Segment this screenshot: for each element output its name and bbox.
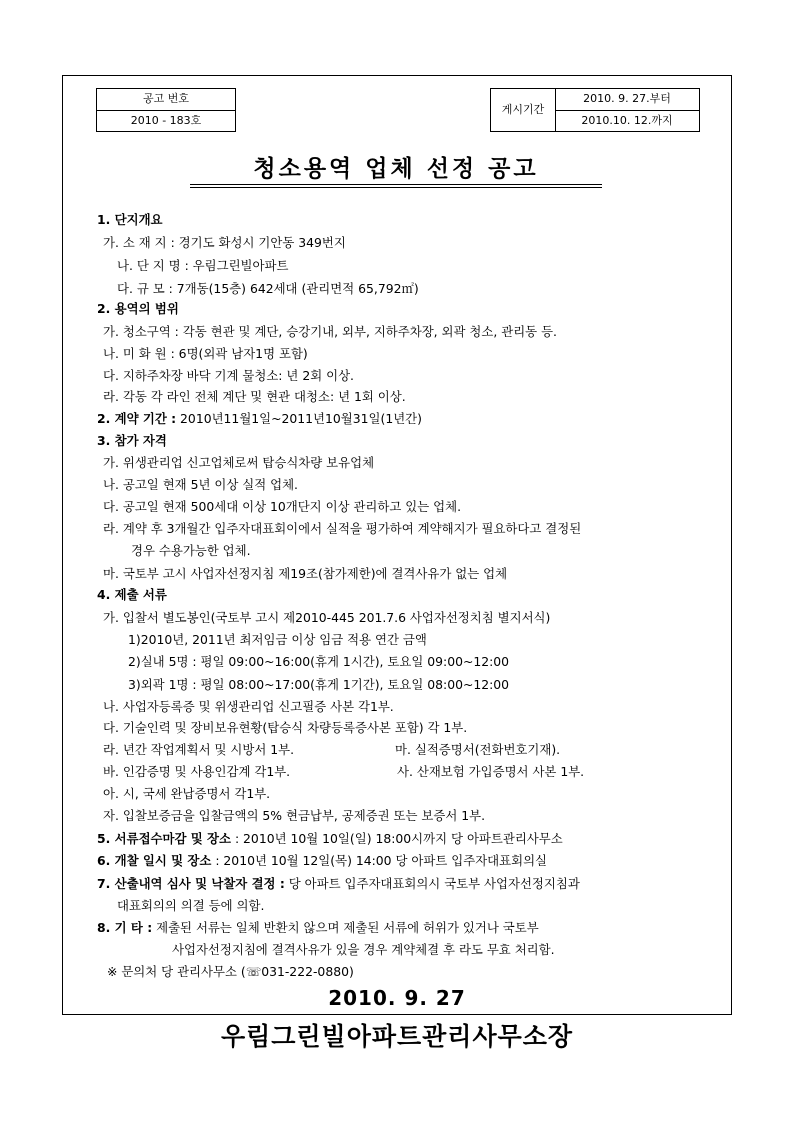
list-item: 가. 위생관리업 신고업체로써 탑승식차량 보유업체 bbox=[103, 455, 375, 470]
list-item: 라. 년간 작업계획서 및 시방서 1부. bbox=[103, 742, 295, 757]
sub-item: 1)2010년, 2011년 최저임금 이상 임금 적용 연간 금액 bbox=[128, 632, 427, 647]
list-item: 아. 시, 국세 완납증명서 각1부. bbox=[103, 786, 271, 801]
posting-period-label: 게시기간 bbox=[501, 103, 545, 116]
list-item: 가. 입찰서 별도봉인(국토부 고시 제2010-445 201.7.6 사업자선정치침 별지서식) bbox=[103, 610, 551, 625]
issuing-office: 우림그린빌아파트관리사무소장 bbox=[220, 1022, 574, 1051]
notice-number-header: 공고 번호 bbox=[142, 92, 189, 105]
page-title: 청소용역 업체 선정 공고 bbox=[253, 156, 539, 182]
notice-number-value: 2010 - 183호 bbox=[130, 114, 202, 127]
list-item: 다. 규 모 : 7개동(15층) 642세대 (관리면적 65,792㎡) bbox=[117, 281, 419, 296]
posting-period-to: 2010.10. 12.까지 bbox=[581, 114, 673, 127]
list-item: 라. 각동 각 라인 전체 계단 및 현관 대청소: 년 1회 이상. bbox=[103, 389, 406, 404]
review-text: 당 아파트 입주자대표회의시 국토부 사업자선정지침과 bbox=[284, 876, 580, 891]
title-underline bbox=[190, 184, 602, 185]
title-underline-2 bbox=[190, 187, 602, 188]
list-item: 가. 청소구역 : 각동 현관 및 계단, 승강기내, 외부, 지하주차장, 외곽 청소, 관리동 등. bbox=[103, 324, 557, 339]
list-item: 나. 미 화 원 : 6명(외곽 남자1명 포함) bbox=[103, 346, 308, 361]
section-heading: 1. 단지개요 bbox=[97, 212, 163, 227]
list-item: 마. 실적증명서(전화번호기재). bbox=[395, 742, 561, 757]
other-text: 제출된 서류는 일체 반환치 않으며 제출된 서류에 허위가 있거나 국토부 bbox=[152, 920, 539, 935]
submission-deadline-text: : 2010년 10월 10일(일) 18:00시까지 당 아파트관리사무소 bbox=[231, 831, 563, 846]
contact-info: ※ 문의처 당 관리사무소 (☏031-222-0880) bbox=[107, 964, 354, 979]
bid-opening-text: : 2010년 10월 12일(목) 14:00 당 아파트 입주자대표회의실 bbox=[211, 853, 548, 868]
review-text-continued: 대표회의의 의결 등에 의함. bbox=[117, 898, 265, 913]
posting-period-from: 2010. 9. 27.부터 bbox=[583, 92, 671, 105]
posting-period-box bbox=[490, 88, 700, 132]
sub-item: 2)실내 5명 : 평일 09:00~16:00(휴게 1시간), 토요일 09:00~12:00 bbox=[128, 654, 510, 669]
list-item: 바. 인감증명 및 사용인감계 각1부. bbox=[103, 764, 291, 779]
list-item: 가. 소 재 지 : 경기도 화성시 기안동 349번지 bbox=[103, 235, 346, 250]
sub-item: 3)외곽 1명 : 평일 08:00~17:00(휴게 1기간), 토요일 08:00~12:00 bbox=[128, 677, 510, 692]
list-item-continued: 경우 수용가능한 업체. bbox=[131, 543, 251, 558]
review-label: 7. 산출내역 심사 및 낙찰자 결정 : bbox=[97, 876, 285, 891]
list-item: 라. 계약 후 3개월간 입주자대표회이에서 실적을 평가하여 계약해지가 필요하다고 결정된 bbox=[103, 521, 582, 536]
notice-date: 2010. 9. 27 bbox=[328, 986, 466, 1010]
section-heading: 3. 참가 자격 bbox=[97, 433, 167, 448]
list-item: 마. 국토부 고시 사업자선정지침 제19조(참가제한)에 결격사유가 없는 업체 bbox=[103, 566, 508, 581]
list-item: 나. 공고일 현재 5년 이상 실적 업체. bbox=[103, 477, 298, 492]
list-item: 다. 공고일 현재 500세대 이상 10개단지 이상 관리하고 있는 업체. bbox=[103, 499, 462, 514]
notice-number-box bbox=[96, 88, 236, 132]
submission-deadline-label: 5. 서류접수마감 및 장소 bbox=[97, 831, 231, 846]
list-item: 나. 단 지 명 : 우림그린빌아파트 bbox=[117, 258, 289, 273]
section-heading: 2. 용역의 범위 bbox=[97, 301, 179, 316]
bid-opening-label: 6. 개찰 일시 및 장소 bbox=[97, 853, 212, 868]
other-text-continued: 사업자선정지침에 결격사유가 있을 경우 계약체결 후 라도 무효 처리함. bbox=[172, 942, 555, 957]
list-item: 자. 입찰보증금을 입찰금액의 5% 현금납부, 공제증권 또는 보증서 1부. bbox=[103, 808, 486, 823]
list-item: 다. 기술인력 및 장비보유현황(탑승식 차량등록증사본 포함) 각 1부. bbox=[103, 720, 468, 735]
contract-period-text: 2010년11월1일~2011년10월31일(1년간) bbox=[176, 411, 422, 426]
list-item: 사. 산재보험 가입증명서 사본 1부. bbox=[397, 764, 585, 779]
list-item: 다. 지하주차장 바닥 기계 물청소: 년 2회 이상. bbox=[103, 368, 354, 383]
other-label: 8. 기 타 : bbox=[97, 920, 153, 935]
list-item: 나. 사업자등록증 및 위생관리업 신고필증 사본 각1부. bbox=[103, 699, 394, 714]
contract-period-label: 2. 계약 기간 : bbox=[97, 411, 177, 426]
section-heading: 4. 제출 서류 bbox=[97, 587, 167, 602]
